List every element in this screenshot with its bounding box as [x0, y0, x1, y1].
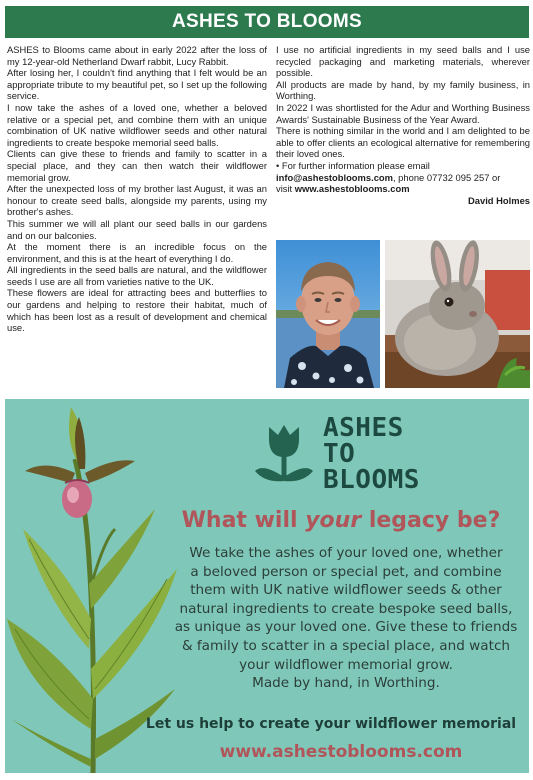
paragraph: This summer we will all plant our seed balls in our gardens and on our balconies.: [7, 217, 267, 241]
contact-info: [276, 160, 530, 195]
ad-body-line: Made by hand, in Worthing.: [252, 675, 440, 692]
article-title-banner: ASHES TO BLOOMS: [5, 6, 529, 38]
paragraph: After the unexpected loss of my brother last August, it was an honour to create seed balls, alongside my parents, using my brother's ashes.: [7, 183, 267, 218]
brand-logo-text: [323, 415, 443, 493]
paragraph: I use no artificial ingredients in my seed balls and I use recycled packaging and marketing materials, wherever possible.: [276, 44, 530, 79]
contact-visit: visit: [276, 183, 295, 195]
ad-website-link[interactable]: www.ashestoblooms.com: [219, 742, 463, 762]
website-link[interactable]: www.ashestoblooms.com: [294, 183, 410, 195]
ad-body-text: [165, 544, 527, 693]
logo-line: TO: [323, 439, 356, 469]
paragraph: I now take the ashes of a loved one, whether a beloved relative or a special pet, and combine them with an unique combination of UK native wildflower seeds and other natural ingredients to create bespoke memorial seed balls.: [7, 101, 267, 148]
paragraph: Clients can give these to friends and family to scatter in a special place, and they can then watch their wildflower memorial grow.: [7, 148, 267, 183]
paragraph: These flowers are ideal for attracting bees and butterflies to our gardens and helping to restore their habitat, much of which has been lost as a result of development and chemical use.: [7, 287, 267, 334]
author-photo: [276, 240, 380, 388]
logo-line: ASHES: [323, 413, 404, 443]
headline-part: legacy be?: [361, 508, 501, 533]
ad-body-line: your wildflower memorial grow.: [239, 656, 453, 673]
ad-body-line: a beloved person or special pet, and combine: [190, 563, 502, 580]
advertisement-panel: [5, 399, 529, 773]
ad-body-line: them with UK native wildflower seeds & other: [190, 582, 502, 599]
paragraph: All products are made by hand, by my family business, in Worthing.: [276, 78, 530, 102]
email-link[interactable]: info@ashestoblooms.com: [276, 171, 393, 183]
paragraph: There is nothing similar in the world and I am delighted to be able to offer clients an ecological alternative for remembering their loved ones.: [276, 125, 530, 160]
paragraph: ASHES to Blooms came about in early 2022 after the loss of my 12-year-old Netherland Dwarf rabbit, Lucy Rabbit.: [7, 44, 267, 67]
author-signature: David Holmes: [468, 194, 530, 206]
ad-call-to-action: Let us help to create your wildflower memorial: [145, 716, 517, 732]
contact-phone: , phone 07732 095 257 or: [392, 171, 501, 183]
article-left-column: [7, 44, 267, 334]
ad-body-line: & family to scatter in a special place, and watch: [181, 637, 511, 654]
ad-body-line: as unique as your loved one. Give these to friends: [174, 619, 518, 636]
article-right-column: [276, 44, 530, 206]
headline-part: What will: [181, 508, 306, 533]
paragraph: In 2022 I was shortlisted for the Adur and Worthing Business Awards' Sustainable Business of the Year Award.: [276, 101, 530, 125]
headline-emphasis: your: [305, 508, 362, 533]
ad-body-line: We take the ashes of your loved one, whether: [189, 545, 503, 561]
paragraph: After losing her, I couldn't find anything that I felt would be an appropriate tribute to my beautiful pet, so I set up the following service.: [7, 67, 267, 102]
rabbit-photo: [385, 240, 530, 388]
ad-headline: [155, 507, 527, 535]
paragraph: At the moment there is an incredible focus on the environment, and this is at the heart of everything I do.: [7, 241, 267, 264]
paragraph: All ingredients in the seed balls are natural, and the wildflower seeds I use are all from varieties native to the UK.: [7, 264, 267, 287]
contact-intro: • For further information please email: [276, 159, 430, 171]
tulip-logo-icon: [249, 419, 319, 489]
ad-body-line: natural ingredients to create bespoke seed balls,: [179, 600, 513, 617]
logo-line: BLOOMS: [323, 465, 420, 495]
